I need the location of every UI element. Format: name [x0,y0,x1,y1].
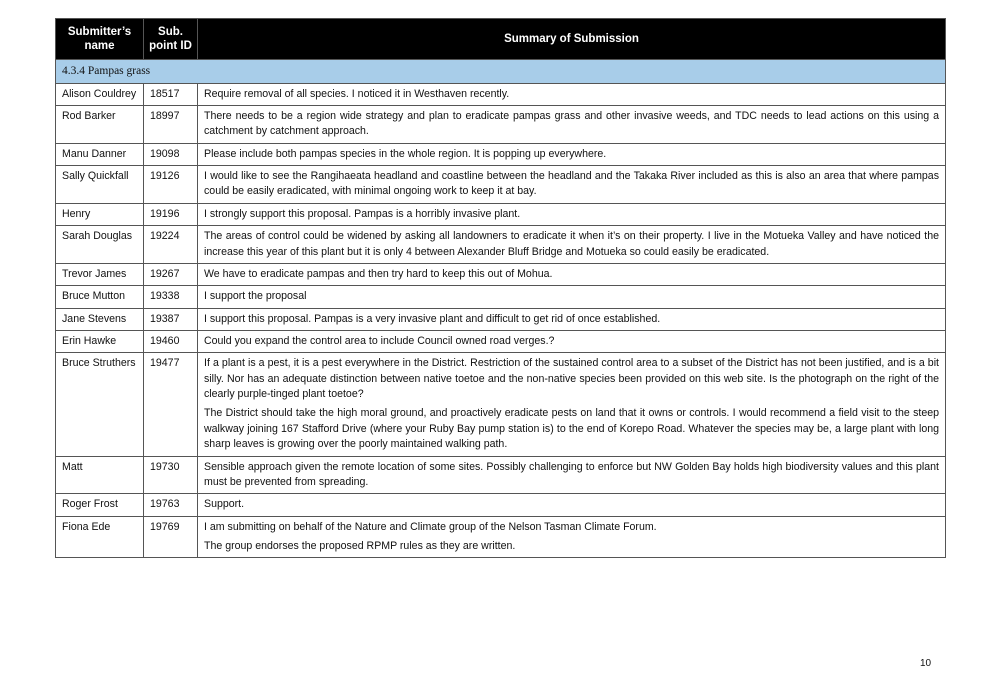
submission-summary [198,353,946,456]
submission-summary [198,308,946,330]
summary-paragraph: If a plant is a pest, it is a pest everywhere in the District. Restriction of the sustained control area to a subset of the District has not been justified, and is a bit silly. Nor has an adequate distinction between native toetoe and the non-native species been provided on this web site. Is the photograph on the right of the clearly purple-tinged plant toetoe? [204,357,939,401]
sub-point-id: 19098 [144,143,198,165]
submission-summary [198,494,946,516]
summary-paragraph: I support this proposal. Pampas is a very invasive plant and difficult to get rid of once established. [204,312,661,325]
submission-summary [198,83,946,105]
submission-summary [198,203,946,225]
submission-summary [198,456,946,494]
summary-paragraph: The group endorses the proposed RPMP rules as they are written. [204,539,516,552]
table-row [56,353,946,456]
summary-paragraph: Sensible approach given the remote location of some sites. Possibly challenging to enforce but NW Golden Bay holds high biodiversity values and this plant must be prevented from spreading. [204,460,939,488]
submitter-name: Henry [56,203,144,225]
table-row [56,286,946,308]
section-title: 4.3.4 Pampas grass [56,60,946,84]
header-submitter-name: Submitter’s name [56,19,144,60]
table-row [56,143,946,165]
sub-point-id: 19387 [144,308,198,330]
submitter-name: Roger Frost [56,494,144,516]
summary-paragraph: The District should take the high moral ground, and proactively eradicate pests on land that it owns or controls. I would recommend a field visit to the steep walkway joining 167 Stafford Drive (where your Ruby Bay pump station is) to the end of Korepo Road. Whatever the species may be, a large plant with long sharp leaves is growing over the poorly maintained walking path. [204,407,939,451]
summary-paragraph: Require removal of all species. I noticed it in Westhaven recently. [204,87,510,100]
table-row [56,166,946,204]
table-row [56,456,946,494]
sub-point-id: 19338 [144,286,198,308]
summary-paragraph: I support the proposal [204,290,307,303]
header-sub-point-id: Sub. point ID [144,19,198,60]
header-summary: Summary of Submission [198,19,946,60]
submitter-name: Manu Danner [56,143,144,165]
table-row [56,330,946,352]
sub-point-id: 19769 [144,516,198,558]
sub-point-id: 19126 [144,166,198,204]
summary-paragraph: The areas of control could be widened by asking all landowners to eradicate it when it’s on their property. I live in the Motueka Valley and have noticed the increase this year of this plant but it is only 4 between Alexander Bluff Bridge and Motueka so could easily be eradicated. [204,230,939,258]
table-row [56,106,946,144]
submitter-name: Sally Quickfall [56,166,144,204]
submitter-name: Erin Hawke [56,330,144,352]
sub-point-id: 19196 [144,203,198,225]
table-row [56,516,946,558]
table-row [56,263,946,285]
submitter-name: Sarah Douglas [56,226,144,264]
submitter-name: Fiona Ede [56,516,144,558]
sub-point-id: 19763 [144,494,198,516]
table-row [56,494,946,516]
table-row [56,203,946,225]
submitter-name: Trevor James [56,263,144,285]
submitter-name: Alison Couldrey [56,83,144,105]
summary-paragraph: There needs to be a region wide strategy and plan to eradicate pampas grass and other invasive weeds, and TDC needs to lead actions on this using a catchment by catchment approach. [204,110,939,138]
page-number: 10 [920,658,932,669]
table-header-row [56,19,946,60]
sub-point-id: 18517 [144,83,198,105]
submission-summary [198,516,946,558]
submitter-name: Bruce Struthers [56,353,144,456]
table-row [56,226,946,264]
submission-summary [198,226,946,264]
sub-point-id: 19460 [144,330,198,352]
submission-summary [198,263,946,285]
summary-paragraph: I would like to see the Rangihaeata headland and coastline between the headland and the Takaka River included as this is also an area that where pampas could be easily eradicated, with minimal ongoing work to keep it at bay. [204,170,939,198]
sub-point-id: 19224 [144,226,198,264]
submitter-name: Jane Stevens [56,308,144,330]
submission-summary [198,286,946,308]
section-row [56,60,946,84]
summary-paragraph: I strongly support this proposal. Pampas is a horribly invasive plant. [204,207,521,220]
summary-paragraph: Could you expand the control area to include Council owned road verges.? [204,334,555,347]
sub-point-id: 19477 [144,353,198,456]
sub-point-id: 18997 [144,106,198,144]
summary-paragraph: Support. [204,498,245,511]
sub-point-id: 19267 [144,263,198,285]
submitter-name: Matt [56,456,144,494]
submitter-name: Rod Barker [56,106,144,144]
summary-paragraph: I am submitting on behalf of the Nature and Climate group of the Nelson Tasman Climate Forum. [204,520,657,533]
summary-paragraph: Please include both pampas species in the whole region. It is popping up everywhere. [204,147,607,160]
submission-summary [198,106,946,144]
sub-point-id: 19730 [144,456,198,494]
submission-summary [198,330,946,352]
submission-summary [198,143,946,165]
table-row [56,83,946,105]
submissions-table [55,18,946,558]
submission-summary [198,166,946,204]
summary-paragraph: We have to eradicate pampas and then try hard to keep this out of Mohua. [204,267,553,280]
submitter-name: Bruce Mutton [56,286,144,308]
table-row [56,308,946,330]
